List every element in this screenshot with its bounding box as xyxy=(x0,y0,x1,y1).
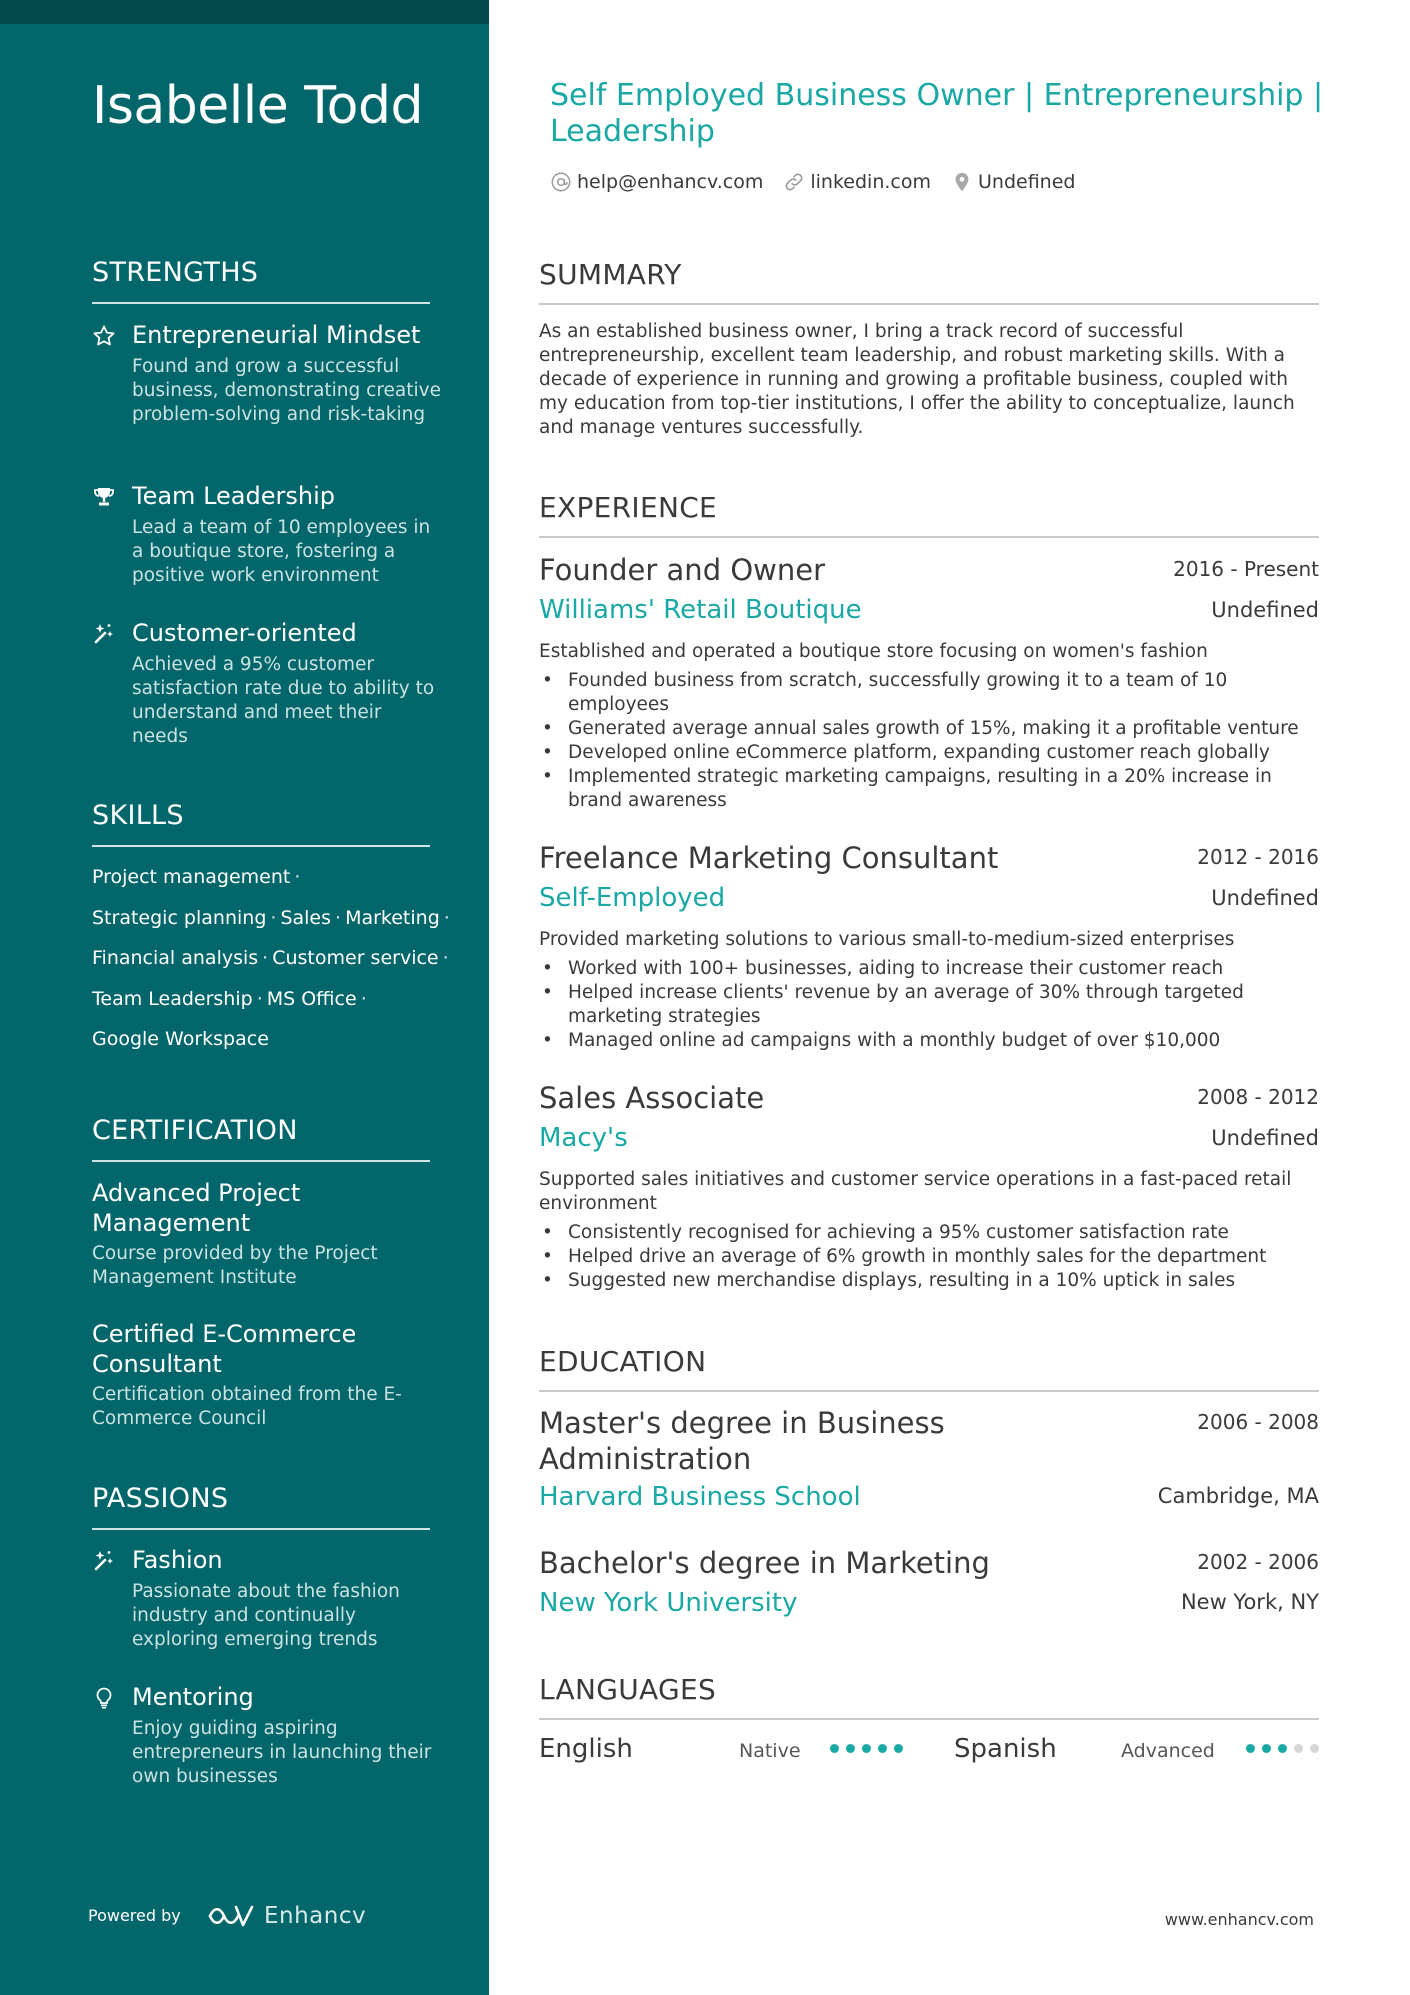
language-entry xyxy=(954,1732,1324,1768)
certification-item xyxy=(92,1319,432,1431)
education-location: Cambridge, MA xyxy=(1157,1484,1319,1508)
email-contact[interactable] xyxy=(550,171,763,193)
location-contact xyxy=(951,171,1075,193)
skill-item: Marketing xyxy=(345,906,440,929)
job-bullet: • Helped drive an average of 6% growth in monthly sales for the department xyxy=(539,1245,1319,1269)
linkedin-contact[interactable] xyxy=(783,171,931,193)
languages-heading: LANGUAGES xyxy=(539,1672,1319,1720)
job-bullet: • Developed online eCommerce platform, expanding customer reach globally xyxy=(539,741,1319,765)
job-dates: 2008 - 2012 xyxy=(1197,1085,1319,1109)
rating-dot-filled xyxy=(1278,1744,1287,1753)
job-bullet: • Helped increase clients' revenue by an average of 30% through targeted marketing strategies xyxy=(539,981,1319,1029)
email-text: help@enhancv.com xyxy=(577,171,764,193)
skill-item: Financial analysis xyxy=(92,947,259,969)
job-description: Established and operated a boutique store focusing on women's fashion xyxy=(539,641,1208,662)
certification-description: Course provided by the Project Management Institute xyxy=(92,1243,378,1288)
job-location: Undefined xyxy=(1211,598,1319,622)
company-name: Macy's xyxy=(539,1123,628,1153)
company-name: Self-Employed xyxy=(539,883,726,913)
strength-description: Achieved a 95% customer satisfaction rate due to ability to understand and meet their needs xyxy=(132,654,435,747)
job-title: Founder and Owner xyxy=(539,553,826,587)
lightbulb-icon xyxy=(92,1686,116,1710)
certification-description: Certification obtained from the E-Commerce Council xyxy=(92,1384,402,1429)
job-title: Sales Associate xyxy=(539,1081,765,1115)
linkedin-text: linkedin.com xyxy=(810,171,931,193)
job-bullet: • Managed online ad campaigns with a monthly budget of over $10,000 xyxy=(539,1029,1319,1053)
sidebar xyxy=(0,0,489,1995)
skills-row xyxy=(92,903,452,944)
summary-text: As an established business owner, I bring a track record of successful entrepreneurship, excellent team leadership, and robust marketing skills. With a decade of experience in running and growing a profitable business, coupled with my education from top-tier institutions, I offer the ability to conceptualize, launch and manage ventures successfully. xyxy=(539,321,1295,438)
job-bullets xyxy=(539,1221,1319,1293)
education-dates: 2006 - 2008 xyxy=(1197,1410,1319,1434)
rating-dot-filled xyxy=(862,1744,871,1753)
brand-name: Enhancv xyxy=(264,1903,367,1929)
website-link[interactable]: www.enhancv.com xyxy=(1164,1910,1314,1929)
skill-separator: · xyxy=(270,906,277,929)
skills-row xyxy=(92,984,452,1025)
education-heading: EDUCATION xyxy=(539,1344,1319,1392)
skills-list xyxy=(92,862,452,1065)
rating-dot-empty xyxy=(1310,1744,1319,1753)
certification-heading: CERTIFICATION xyxy=(92,1114,430,1162)
summary-heading: SUMMARY xyxy=(539,257,1319,305)
at-icon xyxy=(550,171,572,193)
passion-description: Passionate about the fashion industry and continually exploring emerging trends xyxy=(132,1581,400,1650)
strength-title: Customer-oriented xyxy=(132,619,357,647)
strength-description: Lead a team of 10 employees in a boutique store, fostering a positive work environment xyxy=(132,517,431,586)
job-bullets xyxy=(539,669,1319,813)
skill-item: Team Leadership xyxy=(92,987,253,1010)
headline: Self Employed Business Owner | Entrepreneurship | Leadership xyxy=(550,78,1324,149)
strength-title: Entrepreneurial Mindset xyxy=(132,321,421,349)
candidate-name: Isabelle Todd xyxy=(92,76,423,136)
job-dates: 2012 - 2016 xyxy=(1197,845,1319,869)
education-dates: 2002 - 2006 xyxy=(1197,1550,1319,1574)
language-entry xyxy=(539,1732,909,1768)
skill-separator: · xyxy=(443,906,450,929)
strength-title: Team Leadership xyxy=(132,482,335,510)
sparkle-icon xyxy=(92,1549,116,1573)
passion-title: Fashion xyxy=(132,1546,223,1574)
language-rating xyxy=(1246,1744,1326,1756)
certification-title: Certified E-Commerce Consultant xyxy=(92,1320,357,1378)
sparkle-icon xyxy=(92,622,116,646)
skills-heading: SKILLS xyxy=(92,799,430,847)
skill-item: Project management xyxy=(92,866,291,888)
skills-row xyxy=(92,1024,452,1065)
skill-item: Customer service xyxy=(272,947,439,969)
language-name: English xyxy=(539,1734,633,1764)
rating-dot-filled xyxy=(878,1744,887,1753)
strengths-heading: STRENGTHS xyxy=(92,256,430,304)
location-text: Undefined xyxy=(978,171,1076,193)
skill-item: MS Office xyxy=(266,987,357,1010)
rating-dot-empty xyxy=(1294,1744,1303,1753)
skill-item: Sales xyxy=(280,906,332,929)
job-location: Undefined xyxy=(1211,1126,1319,1150)
skill-item: Google Workspace xyxy=(92,1028,269,1050)
language-rating xyxy=(830,1744,910,1756)
experience-heading: EXPERIENCE xyxy=(539,490,1319,538)
trophy-icon xyxy=(92,485,116,509)
skill-separator: · xyxy=(442,947,449,969)
job-bullet: • Consistently recognised for achieving a 95% customer satisfaction rate xyxy=(539,1221,1319,1245)
rating-dot-filled xyxy=(894,1744,903,1753)
job-title: Freelance Marketing Consultant xyxy=(539,841,999,875)
skill-separator: · xyxy=(256,987,263,1010)
job-description: Provided marketing solutions to various small-to-medium-sized enterprises xyxy=(539,929,1235,950)
skill-separator: · xyxy=(262,947,269,969)
star-icon xyxy=(92,324,116,348)
language-level: Advanced xyxy=(1121,1740,1215,1762)
rating-dot-filled xyxy=(846,1744,855,1753)
rating-dot-filled xyxy=(1262,1744,1271,1753)
job-description: Supported sales initiatives and customer service operations in a fast-paced retail environment xyxy=(539,1169,1292,1214)
enhancv-logo[interactable] xyxy=(206,1898,366,1934)
language-level: Native xyxy=(739,1740,801,1762)
strength-description: Found and grow a successful business, demonstrating creative problem-solving and risk-taking xyxy=(132,356,441,425)
link-icon xyxy=(783,171,805,193)
school-name: Harvard Business School xyxy=(539,1482,861,1512)
job-bullets xyxy=(539,957,1319,1053)
company-name: Williams' Retail Boutique xyxy=(539,595,862,625)
skill-item: Strategic planning xyxy=(92,906,267,929)
certification-title: Advanced Project Management xyxy=(92,1179,301,1237)
passion-description: Enjoy guiding aspiring entrepreneurs in launching their own businesses xyxy=(132,1718,432,1787)
job-dates: 2016 - Present xyxy=(1173,557,1319,581)
passion-title: Mentoring xyxy=(132,1683,254,1711)
rating-dot-filled xyxy=(830,1744,839,1753)
skill-separator: · xyxy=(360,987,367,1010)
education-location: New York, NY xyxy=(1180,1590,1319,1614)
sidebar-top-bar xyxy=(0,0,489,24)
job-bullet: • Founded business from scratch, successfully growing it to a team of 10 employees xyxy=(539,669,1319,717)
passions-heading: PASSIONS xyxy=(92,1482,430,1530)
enhancv-logo-icon xyxy=(206,1902,256,1930)
skills-row xyxy=(92,862,452,903)
powered-by-label: Powered by xyxy=(88,1906,181,1925)
job-location: Undefined xyxy=(1211,886,1319,910)
skill-separator: · xyxy=(335,906,342,929)
job-bullet: • Worked with 100+ businesses, aiding to increase their customer reach xyxy=(539,957,1319,981)
school-name: New York University xyxy=(539,1588,798,1618)
certification-item xyxy=(92,1178,432,1290)
language-name: Spanish xyxy=(954,1734,1057,1764)
skill-separator: · xyxy=(294,866,301,888)
job-bullet: • Suggested new merchandise displays, resulting in a 10% uptick in sales xyxy=(539,1269,1319,1293)
contact-bar xyxy=(550,168,1095,196)
location-pin-icon xyxy=(951,171,973,193)
job-bullet: • Implemented strategic marketing campaigns, resulting in a 20% increase in brand awareness xyxy=(539,765,1319,813)
degree-title: Bachelor's degree in Marketing xyxy=(539,1546,990,1580)
degree-title: Master's degree in Business Administration xyxy=(539,1406,945,1476)
rating-dot-filled xyxy=(1246,1744,1255,1753)
skills-row xyxy=(92,943,452,984)
job-bullet: • Generated average annual sales growth of 15%, making it a profitable venture xyxy=(539,717,1319,741)
